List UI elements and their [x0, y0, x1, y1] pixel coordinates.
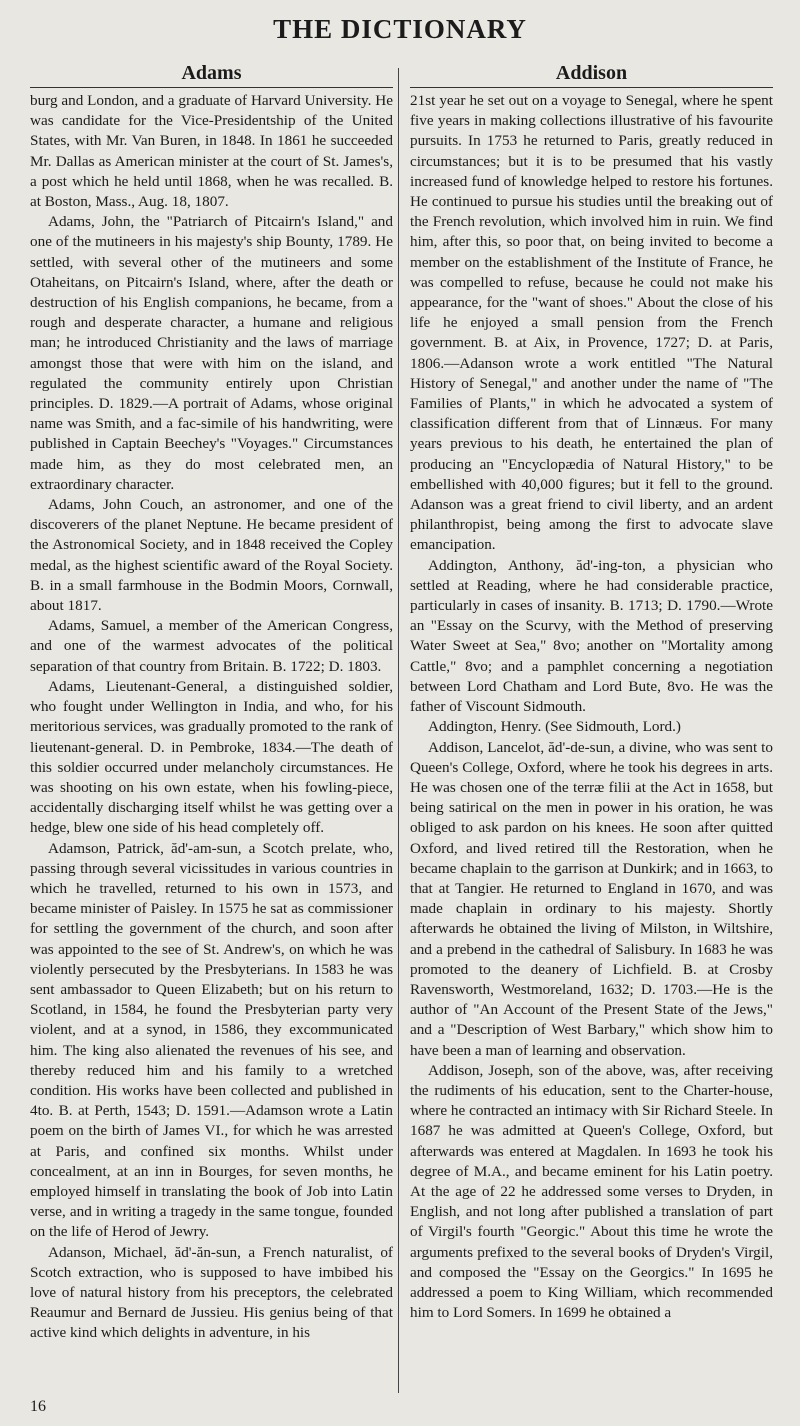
entry-addington-henry: Addington, Henry. (See Sidmouth, Lord.) — [428, 718, 681, 736]
entry-addison-lancelot: Addison, Lancelot, ăd'-de-sun, a divine, who was sent to Queen's College, Oxford, where he took his degrees in arts. He was chosen one of the terræ filii at the Act in 1658, but being satirical on the men in power in his oration, he was obliged to ask pardon on his knees. He soon after quitted Oxford, and lived retired till the Restoration, when he became chaplain to the garrison at Dunkirk; and in 1663, to that at Tangier. He returned to England in 1670, and was made chaplain in ordinary to his majesty. Shortly afterwards he obtained the living of Milston, in Wiltshire, and a prebend in the cathedral of Salisbury. In 1683 he was promoted to the deanery of Lichfield. B. at Crosby Ravensworth, Westmoreland, 1632; D. 1703.—He is the author of "An Account of the Present State of the Jews," and a "Description of West Barbary," which show him to have been a man of learning and observation. — [410, 738, 773, 1059]
entry-adams-samuel: Adams, Samuel, a member of the American Congress, and one of the warmest advocates of the political separation of that country from Britain. B. 1722; D. 1803. — [30, 617, 393, 675]
entry-adanson-michael-continued: 21st year he set out on a voyage to Senegal, where he spent five years in making collections illustrative of his favourite pursuits. In 1753 he returned to Paris, greatly reduced in circumstances; but it is to be presumed that his vastly increased fund of knowledge helped to restore his fortunes. He continued to pursue his studies until the breaking out of the French revolution, which involved him in ruin. We find him, after this, so poor that, on being invited to become a member on the establishment of the Institute of France, he was compelled to refuse, because he could not make his appearance, for the "want of shoes." About the close of his life he enjoyed a small pension from the French government. B. at Aix, in Provence, 1727; D. at Paris, 1806.—Adanson wrote a work entitled "The Natural History of Senegal," and another under the name of "The Families of Plants," in which he advocated a system of classification different from that of Linnæus. For many years previous to his death, he entertained the plan of producing an "Encyclopædia of Natural History," to be embellished with 40,000 figures; but it fell to the ground. Adanson was a great friend to civil liberty, and an ardent philanthropist, being among the first to advocate slave emancipation. — [410, 92, 773, 554]
entry-adams-lieutenant-general: Adams, Lieutenant-General, a distinguished soldier, who fought under Wellington in India, and who, for his meritorious services, was gradually promoted to the rank of lieutenant-general. D. in Pembroke, 1834.—The death of this soldier occurred under melancholy circumstances. He was shooting on his own estate, when his fowling-piece, accidentally discharging itself whilst he was getting over a hedge, blew one side of his head completely off. — [30, 677, 393, 837]
running-title: THE DICTIONARY — [273, 14, 527, 44]
headword-rule — [410, 87, 773, 88]
entry-adanson-michael: Adanson, Michael, ăd'-ăn-sun, a French naturalist, of Scotch extraction, who is supposed to have imbibed his love of natural history from his preceptors, the celebrated Reaumur and Bernard de Jussieu. His genius being of that active kind which delights in adventure, in his — [30, 1243, 393, 1342]
column-headword: Addison — [555, 62, 628, 84]
entry-addington-anthony: Addington, Anthony, ăd'-ing-ton, a physician who settled at Reading, where he had considerable practice, particularly in cases of insanity. B. 1713; D. 1790.—Wrote an "Essay on the Scurvy, with the Method of preserving Water Sweet at Sea," 8vo; another on "Mortality among Cattle," 8vo; and a pamphlet concerning a negotiation between Lord Chatham and Lord Bute, 8vo. He was the father of Viscount Sidmouth. — [410, 556, 773, 716]
column-headword: Adams — [181, 62, 242, 84]
right-column — [410, 62, 773, 1402]
left-column — [30, 62, 393, 1402]
headword-rule — [30, 87, 393, 88]
entry-adams-charles-francis-continued: burg and London, and a graduate of Harvard University. He was candidate for the Vice-Presidentship of the United States, with Mr. Van Buren, in 1848. In 1861 he succeeded Mr. Dallas as American minister at the court of St. James's, a post which he held until 1868, when he was recalled. B. at Boston, Mass., Aug. 18, 1807. — [30, 92, 393, 211]
entry-addison-joseph: Addison, Joseph, son of the above, was, after receiving the rudiments of his education, sent to the Charter-house, where he contracted an intimacy with Sir Richard Steele. In 1687 he was admitted at Queen's College, Oxford, but afterwards was entered at Magdalen. In 1693 he took his degree of M.A., and became eminent for his Latin poetry. At the age of 22 he addressed some verses to Dryden, in English, and not long after published a translation of part of Virgil's fourth "Georgic." About this time he wrote the arguments prefixed to the several books of Dryden's Virgil, and composed the "Essay on the Georgics." In 1695 he addressed a poem to King William, which recommended him to Lord Somers. In 1699 he obtained a — [410, 1061, 773, 1322]
page-number: 16 — [30, 1398, 46, 1415]
entry-adams-john: Adams, John, the "Patriarch of Pitcairn's Island," and one of the mutineers in his majesty's ship Bounty, 1789. He settled, with several other of the mutineers and some Otaheitans, on Pitcairn's Island, where, after the death or destruction of his English companions, he became, from a rough and desperate character, a humane and religious man; he introduced Christianity and the laws of marriage amongst those that were with him on the island, and regulated the community entirely upon Christian principles. D. 1829.—A portrait of Adams, whose original name was Smith, and a fac-simile of his handwriting, were published in Captain Beechey's "Voyages." Circumstances made him, as they do most celebrated men, an extraordinary character. — [30, 213, 393, 493]
entry-adamson-patrick: Adamson, Patrick, ăd'-am-sun, a Scotch prelate, who, passing through several vicissitudes in various countries in which he travelled, returned to his own in 1573, and became minister of Paisley. In 1575 he sat as commissioner for settling the government of the church, and soon after was appointed to the see of St. Andrew's, on which he was violently persecuted by the Presbyterians. In 1583 he was sent ambassador to Queen Elizabeth; but on his return to Scotland, in 1584, he found the Presbyterian party very violent, and at a synod, in 1586, they excommunicated him. The king also alienated the revenues of his see, and thereby reduced him and his family to a wretched condition. His works have been collected and published in 4to. B. at Perth, 1543; D. 1591.—Adamson wrote a Latin poem on the birth of James VI., for which he was arrested at Paris, and confined six months. Whilst under concealment, at an inn in Bourges, for seven months, he employed himself in translating the book of Job into Latin verse, and in writing a tragedy in the same tongue, founded on the life of Herod of Jewry. — [30, 839, 393, 1241]
entry-adams-john-couch: Adams, John Couch, an astronomer, and one of the discoverers of the planet Neptune. He became president of the Astronomical Society, and in 1848 received the Copley medal, as the highest scientific award of the Royal Society. B. in a small farmhouse in the Bodmin Moors, Cornwall, about 1817. — [30, 496, 393, 615]
column-divider — [398, 68, 399, 1393]
